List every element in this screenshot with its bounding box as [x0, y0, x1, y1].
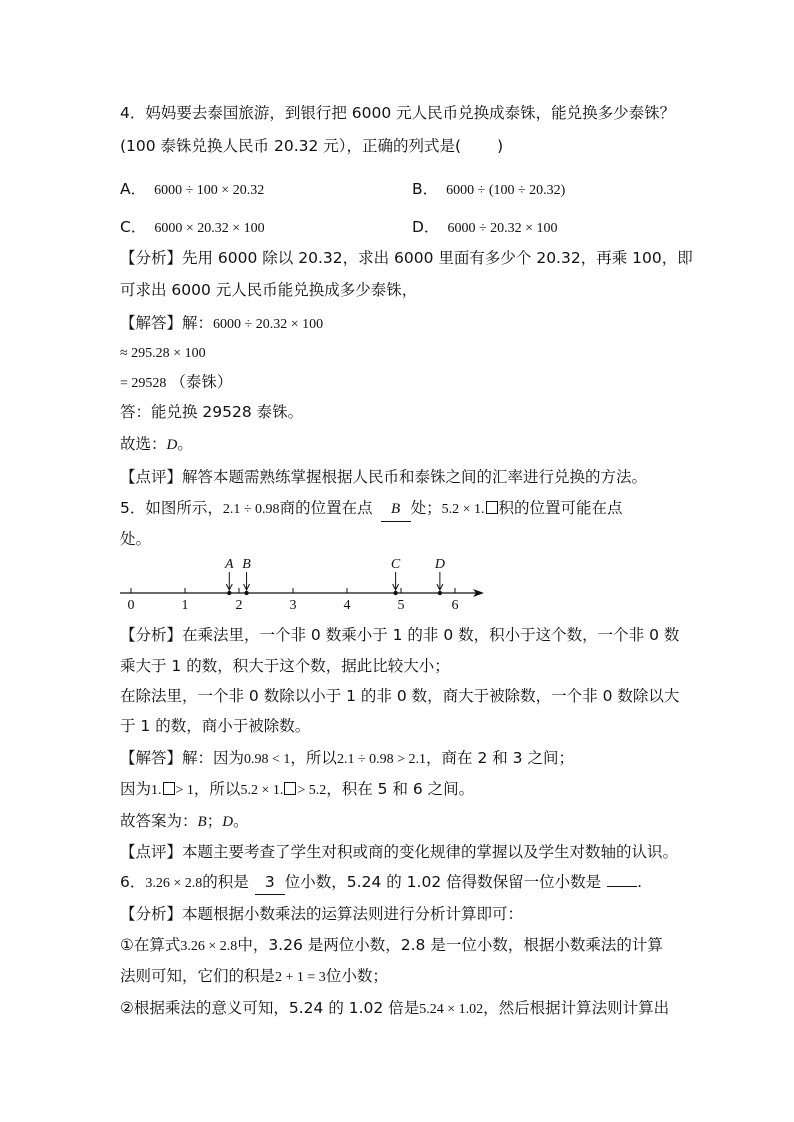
- q6-text: 法则可知，它们的积是: [120, 967, 276, 985]
- point-label: C: [390, 557, 401, 572]
- choice-letter: D: [166, 437, 178, 453]
- point-label: D: [434, 557, 445, 572]
- q5-blank-1: [381, 496, 411, 522]
- q6-expr: 2 + 1 = 3: [275, 970, 326, 985]
- choice-end: 。: [177, 435, 193, 453]
- sol-expr: 0.98 < 1: [244, 752, 291, 767]
- box-icon: [284, 782, 296, 795]
- q6-number: 6．: [120, 873, 146, 891]
- q6-text: 位小数；: [325, 967, 388, 985]
- answer-end: 。: [233, 812, 249, 830]
- q6-answer-1: 3: [264, 873, 275, 891]
- option-letter: B．: [412, 180, 439, 198]
- point-dot: [393, 591, 397, 595]
- step2-unit: （泰铢）: [170, 373, 233, 391]
- tick-label: 1: [181, 598, 189, 613]
- tick-label: 6: [451, 598, 459, 613]
- q4-option-d: [412, 215, 558, 241]
- q5-answer: [120, 809, 249, 834]
- q4-stem-line2: [120, 134, 503, 158]
- point-dot: [244, 591, 248, 595]
- q6-point2: [120, 964, 388, 990]
- option-letter: C．: [120, 218, 147, 236]
- q5-analysis-line4: 于 1 的数，商小于被除数。: [120, 717, 311, 735]
- q6-text: 的积是: [202, 873, 249, 891]
- q5-solution-line2: [120, 777, 474, 803]
- q6-blank-2: [607, 886, 637, 887]
- tick-label: 4: [343, 598, 351, 613]
- q5-analysis-line2: 乘大于 1 的数，积大于这个数，据此比较大小；: [120, 657, 450, 675]
- q6-text: ，然后根据计算法则计算出: [483, 999, 670, 1017]
- option-expr: 6000 ÷ 100 × 20.32: [154, 183, 265, 198]
- q5-text-b: 商的位置在点: [279, 499, 373, 517]
- tick-label: 2: [235, 598, 243, 613]
- q4-analysis-line1: 【分析】先用 6000 除以 20.32，求出 6000 里面有多少个 20.32，再乘 100，即: [120, 249, 693, 267]
- q5-stem-line2: 处。: [120, 530, 152, 548]
- choice-label: 故选：: [120, 435, 167, 453]
- q6-expr: 3.26 × 2.8: [180, 939, 238, 954]
- q5-expr-2: 5.2 × 1.: [441, 502, 485, 517]
- sol-expr: 2.1 ÷ 0.98 > 2.1: [336, 752, 427, 767]
- option-letter: A．: [120, 180, 147, 198]
- q4-option-b: [412, 177, 565, 203]
- tick-label: 3: [289, 598, 297, 613]
- q5-text-d: 积的位置可能在点: [498, 499, 623, 517]
- q5-answer-1: B: [390, 501, 401, 517]
- q4-stem-close: ): [497, 137, 504, 155]
- q4-analysis-line2: 可求出 6000 元人民币能兑换成多少泰铢，: [120, 281, 418, 299]
- q6-analysis: 【分析】本题根据小数乘法的运算法则进行分析计算即可：: [120, 905, 524, 923]
- option-expr: 6000 ÷ 20.32 × 100: [447, 221, 558, 236]
- answer-label: 故答案为：: [120, 812, 198, 830]
- q5-analysis-line3: 在除法里，一个非 0 数除以小于 1 的非 0 数，商大于被除数，一个非 0 数除以大: [120, 687, 680, 705]
- step2-expr: = 29528: [120, 376, 167, 391]
- sol-text: 【解答】解：因为: [120, 749, 245, 767]
- sol-expr: > 1: [175, 783, 194, 798]
- q4-comment: 【点评】解答本题需熟练掌握根据人民币和泰铢之间的汇率进行兑换的方法。: [120, 468, 648, 486]
- sol-expr: > 5.2: [297, 783, 327, 798]
- answer-letter: B: [197, 814, 207, 830]
- q5-text-c: 处；: [410, 499, 442, 517]
- q4-step2: [120, 370, 232, 396]
- q5-solution-line1: [120, 746, 574, 772]
- q6-text: 中，3.26 是两位小数，2.8 是一位小数，根据小数乘法的计算: [237, 936, 663, 954]
- q6-stem: [120, 870, 642, 896]
- box-icon: [486, 501, 498, 514]
- q4-stem-line1: 4．妈妈要去泰国旅游，到银行把 6000 元人民币兑换成泰铢，能兑换多少泰铢？: [120, 104, 676, 122]
- q6-text: 位小数，5.24 的 1.02 倍得数保留一位小数是: [284, 873, 602, 891]
- sol-text: ，商在 2 和 3 之间；: [426, 749, 574, 767]
- answer-letter: D: [222, 814, 234, 830]
- q6-point3: [120, 996, 669, 1022]
- q6-text: ②根据乘法的意义可知，5.24 的 1.02 倍是: [120, 999, 420, 1017]
- q4-step1: ≈ 295.28 × 100: [120, 346, 206, 361]
- q6-expr: 5.24 × 1.02: [419, 1002, 484, 1017]
- q4-option-c: [120, 215, 265, 241]
- q5-text-a: 5．如图所示，: [120, 499, 223, 517]
- q4-solution: [120, 311, 323, 337]
- tick-label: 0: [127, 598, 135, 613]
- option-expr: 6000 ÷ (100 ÷ 20.32): [446, 183, 566, 198]
- q5-analysis-line1: 【分析】在乘法里，一个非 0 数乘小于 1 的非 0 数，积小于这个数，一个非 0 数: [120, 626, 680, 644]
- sol-text: ，所以: [290, 749, 337, 767]
- sol-text: 因为: [120, 780, 152, 798]
- q6-blank-1: [255, 870, 285, 895]
- sol-expr: 1.: [151, 783, 162, 798]
- solution-label: 【解答】解：: [120, 314, 214, 332]
- q4-choice: [120, 432, 193, 457]
- point-dot: [438, 591, 442, 595]
- option-letter: D．: [412, 218, 440, 236]
- box-icon: [163, 782, 175, 795]
- q5-expr-1: 2.1 ÷ 0.98: [222, 502, 280, 517]
- q6-point1: [120, 933, 663, 959]
- q6-text: ①在算式: [120, 936, 181, 954]
- option-expr: 6000 × 20.32 × 100: [154, 221, 265, 236]
- tick-label: 5: [397, 598, 405, 613]
- number-line-figure: [110, 553, 500, 615]
- sol-text: ，积在 5 和 6 之间。: [326, 780, 475, 798]
- q6-expr: 3.26 × 2.8: [145, 876, 203, 891]
- point-dot: [227, 591, 231, 595]
- q6-text: .: [637, 873, 643, 891]
- q4-option-a: [120, 177, 264, 203]
- q4-stem-text: (100 泰铢兑换人民币 20.32 元），正确的列式是(: [120, 137, 462, 155]
- q5-comment: 【点评】本题主要考查了学生对积或商的变化规律的掌握以及学生对数轴的认识。: [120, 843, 679, 861]
- sol-text: ，所以: [193, 780, 241, 798]
- answer-sep: ；: [206, 812, 223, 830]
- solution-expr: 6000 ÷ 20.32 × 100: [213, 317, 324, 332]
- sol-expr: 5.2 × 1.: [240, 783, 284, 798]
- point-label: B: [242, 557, 251, 572]
- point-label: A: [224, 557, 234, 572]
- q5-stem-line1: [120, 496, 623, 522]
- q4-answer: 答：能兑换 29528 泰铢。: [120, 403, 304, 421]
